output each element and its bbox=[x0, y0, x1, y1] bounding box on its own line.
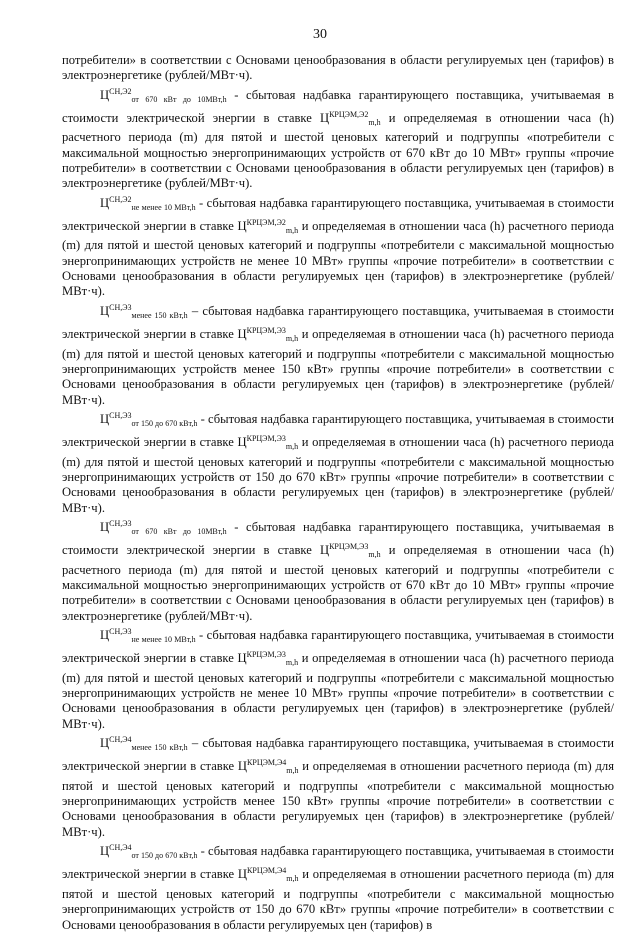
definition-paragraph: $Ц^{СН,Э3}_{не менее 10 МВт,h}$ - сбытовая надбавка гарантирующего поставщика, учитываемая в стоимости электрической энергии в ставке $Ц^{КРЦЭМ,Э3}_{m,h}$ и определяемая в отношении часа (h) расчетного периода (m) для пятой и шестой ценовых категорий и подгруппы «потребители с максимальной мощностью энергопринимающих устройств не менее 10 МВт» группы «прочие потребители» в соответствии с Основами ценообразования в области регулируемых цен (тарифов) в электроэнергетике (рублей/МВт·ч). bbox=[62, 627, 615, 731]
tariff-symbol: $Ц^{СН,Э2}_{от 670 кВт до 10МВт,h}$ bbox=[100, 86, 227, 104]
definition-paragraph: $Ц^{СН,Э2}_{от 670 кВт до 10МВт,h}$ - сбытовая надбавка гарантирующего поставщика, учитываемая в стоимости электрической энергии в ставке $Ц^{КРЦЭМ,Э2}_{m,h}$ и определяемая в отношении часа (h) расчетного периода (m) для пятой и шестой ценовых категорий и подгруппы «потребители с максимальной мощностью энергопринимающих устройств от 670 кВт до 10 МВт» группы «прочие потребители» в соответствии с Основами ценообразования в области регулируемых цен (тарифов) в электроэнергетике (рублей/МВт·ч). bbox=[62, 86, 614, 191]
definition-paragraph: $Ц^{СН,Э3}_{от 670 кВт до 10МВт,h}$ - сбытовая надбавка гарантирующего поставщика, учитываемая в стоимости электрической энергии в ставке $Ц^{КРЦЭМ,Э3}_{m,h}$ и определяемая в отношении часа (h) расчетного периода (m) для пятой и шестой ценовых категорий и подгруппы «потребители с максимальной мощностью энергопринимающих устройств от 670 кВт до 10 МВт» группы «прочие потребители» в соответствии с Основами ценообразования в области регулируемых цен (тарифов) в электроэнергетике (рублей/МВт·ч). bbox=[62, 518, 614, 623]
paragraph-continuation: потребители» в соответствии с Основами ценообразования в области регулируемых цен (тарифов) в электроэнергетике (рублей/МВт·ч). bbox=[62, 53, 614, 83]
tariff-symbol: $Ц^{СН,Э2}_{не менее 10 МВт,h}$ bbox=[100, 194, 196, 212]
tariff-symbol: $Ц^{СН,Э3}_{от 150 до 670 кВт,h}$ bbox=[100, 410, 198, 428]
rate-symbol: $Ц^{КРЦЭМ,Э2}_{m,h}$ bbox=[319, 110, 381, 128]
tariff-symbol: $Ц^{СН,Э3}_{от 670 кВт до 10МВт,h}$ bbox=[100, 518, 227, 536]
rate-symbol: $Ц^{КРЦЭМ,Э3}_{m,h}$ bbox=[237, 434, 299, 452]
definition-paragraph: $Ц^{СН,Э2}_{не менее 10 МВт,h}$ - сбытовая надбавка гарантирующего поставщика, учитываемая в стоимости электрической энергии в ставке $Ц^{КРЦЭМ,Э2}_{m,h}$ и определяемая в отношении часа (h) расчетного периода (m) для пятой и шестой ценовых категорий и подгруппы «потребители с максимальной мощностью энергопринимающих устройств не менее 10 МВт» группы «прочие потребители» в соответствии с Основами ценообразования в области регулируемых цен (тарифов) в электроэнергетике (рублей/МВт·ч). bbox=[62, 194, 615, 299]
rate-symbol: $Ц^{КРЦЭМ,Э4}_{m,h}$ bbox=[237, 866, 299, 884]
tariff-symbol: $Ц^{СН,Э3}_{менее 150 кВт,h}$ bbox=[100, 302, 188, 320]
rate-symbol: $Ц^{КРЦЭМ,Э2}_{m,h}$ bbox=[237, 218, 299, 236]
tariff-symbol: $Ц^{СН,Э4}_{от 150 до 670 кВт,h}$ bbox=[100, 843, 198, 861]
rate-symbol: $Ц^{КРЦЭМ,Э3}_{m,h}$ bbox=[237, 326, 299, 344]
definition-paragraph: $Ц^{СН,Э3}_{менее 150 кВт,h}$ – сбытовая надбавка гарантирующего поставщика, учитываемая в стоимости электрической энергии в ставке $Ц^{КРЦЭМ,Э3}_{m,h}$ и определяемая в отношении часа (h) расчетного периода (m) для пятой и шестой ценовых категорий и подгруппы «потребители с максимальной мощностью энергопринимающих устройств менее 150 кВт» группы «прочие потребители» в соответствии с Основами ценообразования в области регулируемых цен (тарифов) в электроэнергетике (рублей/МВт·ч). bbox=[62, 302, 615, 407]
tariff-symbol: $Ц^{СН,Э4}_{менее 150 кВт,h}$ bbox=[100, 735, 188, 753]
definition-paragraph: $Ц^{СН,Э3}_{от 150 до 670 кВт,h}$ - сбытовая надбавка гарантирующего поставщика, учитываемая в стоимости электрической энергии в ставке $Ц^{КРЦЭМ,Э3}_{m,h}$ и определяемая в отношении часа (h) расчетного периода (m) для пятой и шестой ценовых категорий и подгруппы «потребители с максимальной мощностью энергопринимающих устройств от 150 до 670 кВт» группы «прочие потребители» в соответствии с Основами ценообразования в области регулируемых цен (тарифов) в электроэнергетике (рублей/МВт·ч). bbox=[62, 410, 615, 515]
page-number: 30 bbox=[313, 27, 327, 42]
tariff-symbol: $Ц^{СН,Э3}_{не менее 10 МВт,h}$ bbox=[100, 627, 196, 644]
rate-symbol: $Ц^{КРЦЭМ,Э4}_{m,h}$ bbox=[237, 758, 299, 776]
rate-symbol: $Ц^{КРЦЭМ,Э3}_{m,h}$ bbox=[319, 542, 381, 560]
definition-paragraph: $Ц^{СН,Э4}_{менее 150 кВт,h}$ – сбытовая надбавка гарантирующего поставщика, учитываемая в стоимости электрической энергии в ставке $Ц^{КРЦЭМ,Э4}_{m,h}$ и определяемая в отношении расчетного периода (m) для пятой и шестой ценовых категорий и подгруппы «потребители с максимальной мощностью энергопринимающих устройств менее 150 кВт» группы «прочие потребители» в соответствии с Основами ценообразования в области регулируемых цен (тарифов) в электроэнергетике (рублей/МВт·ч). bbox=[62, 735, 615, 839]
rate-symbol: $Ц^{КРЦЭМ,Э3}_{m,h}$ bbox=[237, 650, 299, 668]
definition-paragraph: $Ц^{СН,Э4}_{от 150 до 670 кВт,h}$ - сбытовая надбавка гарантирующего поставщика, учитываемая в стоимости электрической энергии в ставке $Ц^{КРЦЭМ,Э4}_{m,h}$ и определяемая в отношении расчетного периода (m) для пятой и шестой ценовых категорий и подгруппы «потребители с максимальной мощностью энергопринимающих устройств от 150 до 670 кВт» группы «прочие потребители» в соответствии с Основами ценообразования в области регулируемых цен (тарифов) в bbox=[62, 843, 615, 932]
document-body bbox=[62, 53, 614, 933]
